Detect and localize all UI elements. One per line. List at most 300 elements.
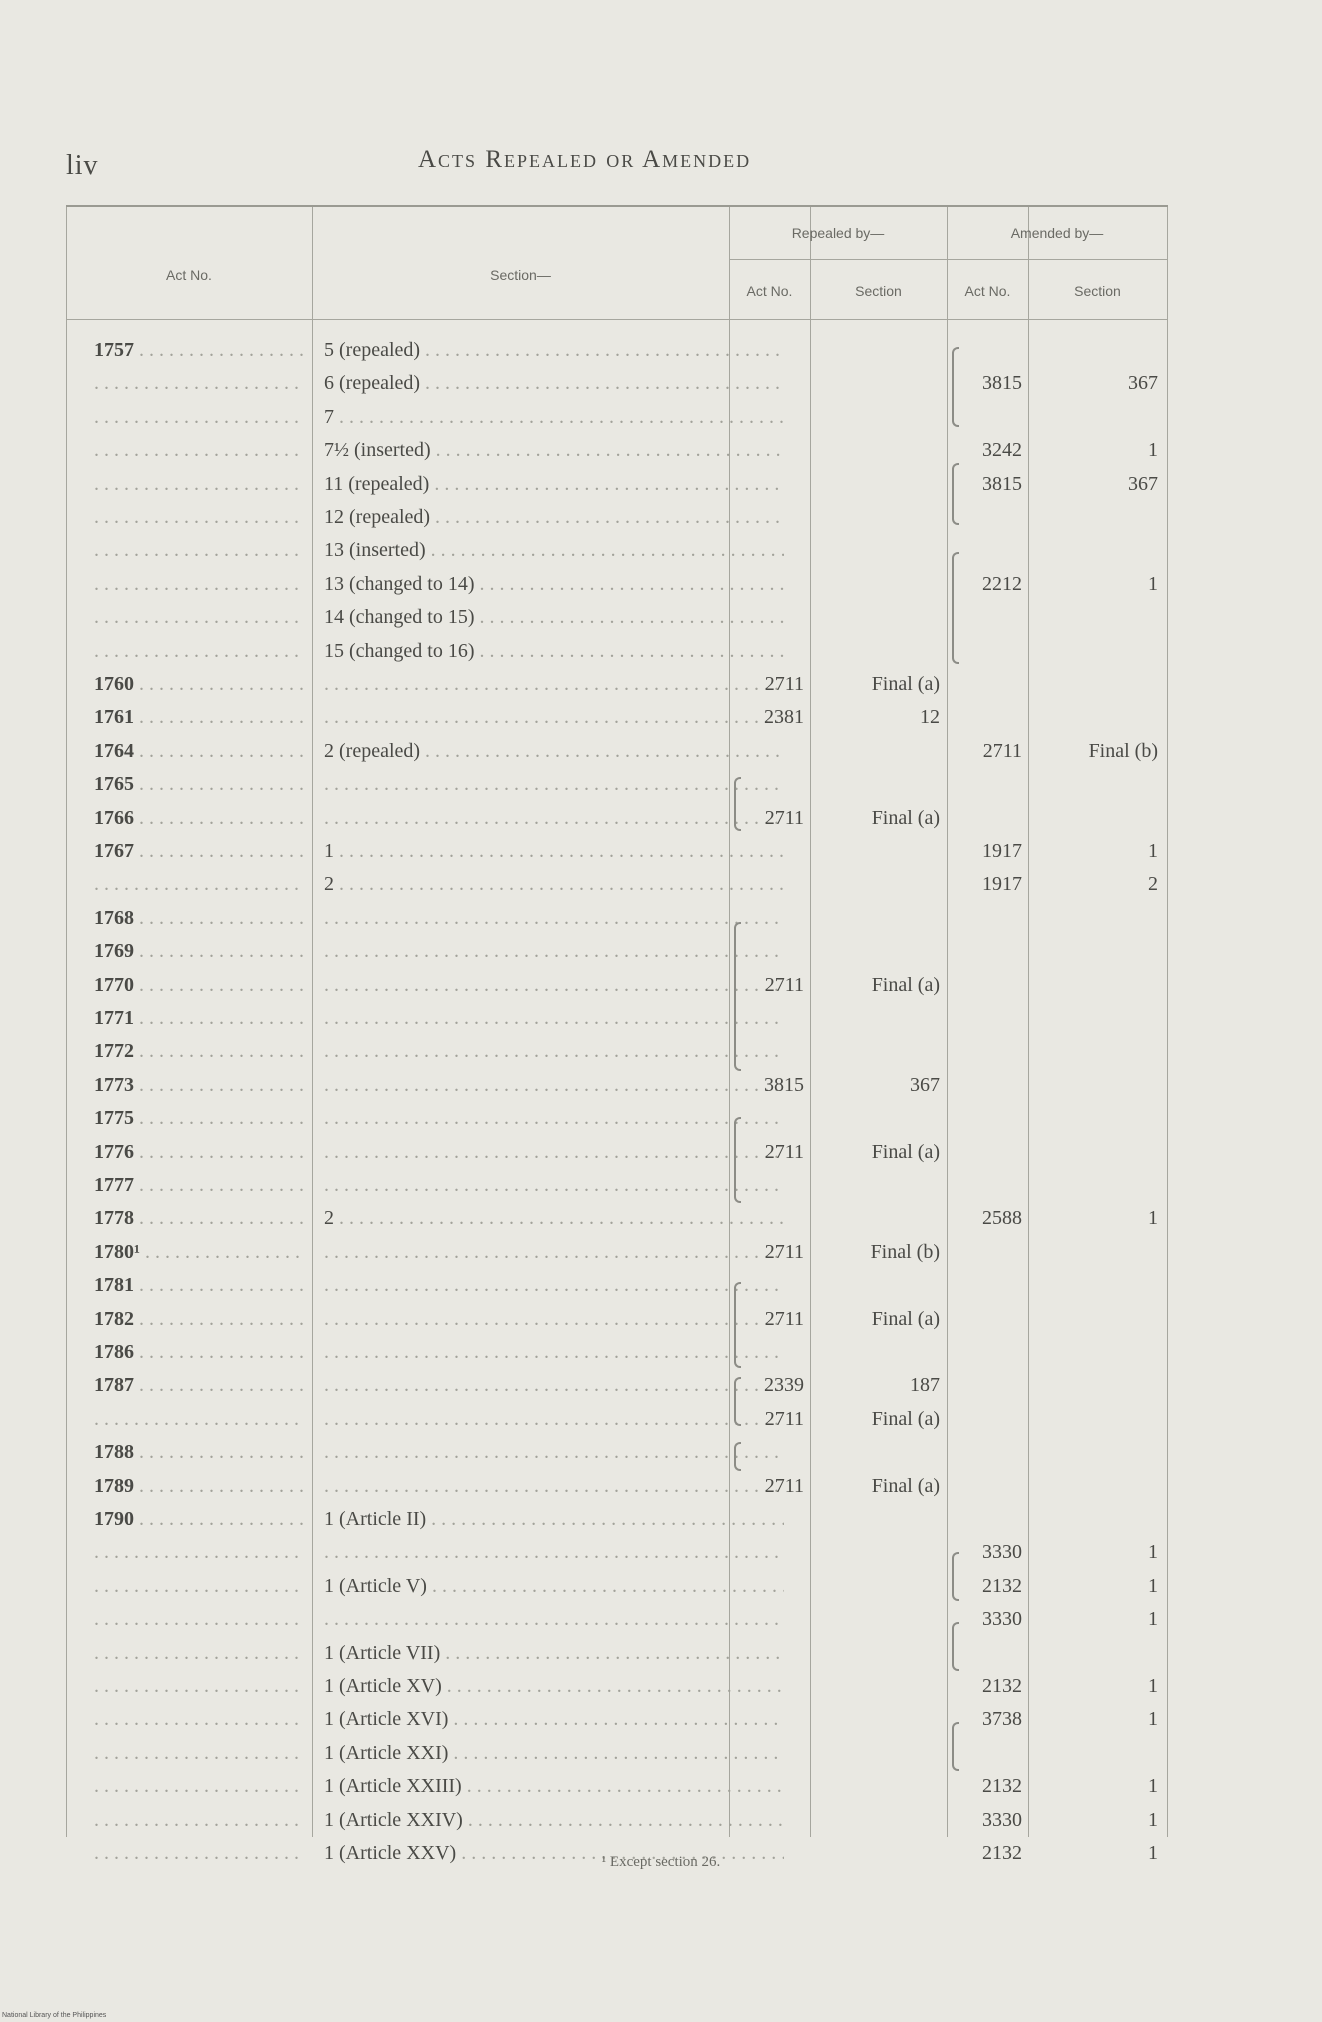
amended-section-cell — [1034, 1638, 1158, 1668]
amended-act-cell — [952, 936, 1022, 966]
table-row — [66, 1437, 1167, 1467]
table-row — [66, 1237, 1167, 1267]
section-cell: 7½ (inserted) . . . — [324, 435, 784, 465]
amended-section-cell: 1 — [1148, 572, 1158, 595]
amended-act-cell — [952, 335, 1022, 365]
act-number-cell: 1780¹ . . . — [94, 1237, 304, 1267]
amended-section-cell — [1034, 535, 1158, 565]
group-brace — [734, 922, 741, 1071]
table-row — [66, 1805, 1167, 1835]
table-row — [66, 970, 1167, 1000]
amended-act-cell — [952, 1370, 1022, 1400]
section-cell — [324, 803, 784, 833]
section-cell — [324, 903, 784, 933]
amended-act-cell: 2132 — [982, 1775, 1022, 1798]
repealed-act-cell — [734, 1805, 804, 1835]
repealed-act-cell — [734, 869, 804, 899]
repealed-act-cell: 2381 — [764, 706, 804, 729]
act-number-cell — [94, 1604, 304, 1634]
repealed-section-cell: Final (a) — [871, 1307, 940, 1330]
repealed-section-cell — [816, 1704, 940, 1734]
act-number-cell: 1788 . . . — [94, 1437, 304, 1467]
repealed-section-cell — [816, 1537, 940, 1567]
amended-act-cell — [952, 702, 1022, 732]
act-number-cell: 1761 . . . — [94, 702, 304, 732]
act-number-cell: 1764 . . . — [94, 736, 304, 766]
repealed-section-cell: Final (a) — [871, 806, 940, 829]
repealed-section-cell — [816, 502, 940, 532]
repealed-act-cell — [734, 1604, 804, 1634]
amended-section-cell: Final (b) — [1088, 739, 1158, 762]
act-number-cell — [94, 1404, 304, 1434]
table-row — [66, 368, 1167, 398]
section-cell — [324, 1471, 784, 1501]
repealed-act-cell — [734, 836, 804, 866]
section-cell: 1 (Article XXIV) . . . — [324, 1805, 784, 1835]
table-row — [66, 1003, 1167, 1033]
act-number-cell — [94, 869, 304, 899]
act-number-cell: 1790 . . . — [94, 1504, 304, 1534]
repealed-section-cell: 12 — [920, 706, 940, 729]
table-row — [66, 602, 1167, 632]
table-row — [66, 1270, 1167, 1300]
group-brace — [952, 1722, 959, 1771]
act-number-cell: 1768 . . . — [94, 903, 304, 933]
repealed-section-cell — [816, 368, 940, 398]
header-amended-act-no: Act No. — [964, 283, 1011, 299]
header-repealed-by: Repealed by— — [791, 225, 885, 241]
repealed-section-cell — [816, 402, 940, 432]
table-row — [66, 435, 1167, 465]
repealed-section-cell: 367 — [910, 1073, 940, 1096]
header-act-no: Act No. — [166, 267, 212, 283]
repealed-section-cell — [816, 569, 940, 599]
section-cell: 2 (repealed) . . . — [324, 736, 784, 766]
repealed-act-cell — [734, 1003, 804, 1033]
amended-section-cell: 2 — [1148, 873, 1158, 896]
act-number-cell: 1778 . . . — [94, 1203, 304, 1233]
footnote: ¹ Except section 26. — [601, 1854, 721, 1870]
header-repealed-section: Section — [855, 283, 902, 299]
amended-act-cell: 3815 — [982, 372, 1022, 395]
repealed-act-cell — [734, 1203, 804, 1233]
act-number-cell — [94, 502, 304, 532]
repealed-act-cell — [734, 1571, 804, 1601]
amended-act-cell: 3242 — [982, 439, 1022, 462]
header-amended-section: Section — [1074, 283, 1121, 299]
repealed-section-cell: Final (a) — [871, 673, 940, 695]
repealed-section-cell — [816, 636, 940, 666]
repealed-act-cell — [734, 402, 804, 432]
header-section: Section— — [490, 267, 551, 283]
repealed-act-cell — [734, 903, 804, 933]
repealed-section-cell — [816, 1738, 940, 1768]
section-cell: 1 (Article V) . . . — [324, 1571, 784, 1601]
repealed-act-cell — [734, 936, 804, 966]
table-row — [66, 535, 1167, 565]
act-number-cell — [94, 1571, 304, 1601]
section-cell: 1 (Article XXV) . . . — [324, 1838, 784, 1868]
act-number-cell — [94, 1738, 304, 1768]
repealed-act-cell — [734, 1437, 804, 1467]
table-row — [66, 769, 1167, 799]
repealed-act-cell — [734, 1704, 804, 1734]
amended-section-cell — [1034, 1036, 1158, 1066]
amended-section-cell — [1034, 803, 1158, 833]
repealed-section-cell — [816, 435, 940, 465]
repealed-section-cell — [816, 535, 940, 565]
amended-section-cell — [1034, 1304, 1158, 1334]
repealed-section-cell — [816, 936, 940, 966]
amended-section-cell — [1034, 1103, 1158, 1133]
repealed-section-cell — [816, 836, 940, 866]
section-cell: 11 (repealed) . . . — [324, 469, 784, 499]
repealed-act-cell — [734, 569, 804, 599]
repealed-act-cell: 3815 — [764, 1073, 804, 1096]
amended-section-cell: 1 — [1148, 840, 1158, 862]
repealed-act-cell — [734, 1738, 804, 1768]
amended-act-cell: 2132 — [982, 1574, 1022, 1597]
repealed-act-cell: 2711 — [764, 1307, 804, 1330]
repealed-section-cell — [816, 1337, 940, 1367]
repealed-act-cell — [734, 469, 804, 499]
amended-act-cell — [952, 1270, 1022, 1300]
section-cell: 15 (changed to 16) . . . — [324, 636, 784, 666]
table-row — [66, 502, 1167, 532]
amended-act-cell — [952, 1638, 1022, 1668]
act-number-cell — [94, 535, 304, 565]
act-number-cell — [94, 569, 304, 599]
repealed-act-cell — [734, 602, 804, 632]
table-row — [66, 1504, 1167, 1534]
repealed-section-cell — [816, 769, 940, 799]
amended-act-cell: 2711 — [982, 739, 1022, 762]
repealed-section-cell: Final (a) — [871, 1407, 940, 1430]
repealed-section-cell — [816, 1036, 940, 1066]
amended-act-cell — [952, 803, 1022, 833]
repealed-section-cell — [816, 469, 940, 499]
act-number-cell — [94, 402, 304, 432]
act-number-cell: 1782 . . . — [94, 1304, 304, 1334]
amended-act-cell — [952, 1437, 1022, 1467]
repealed-act-cell — [734, 1036, 804, 1066]
amended-section-cell — [1034, 702, 1158, 732]
section-cell: 2 . . . — [324, 1203, 784, 1233]
repealed-act-cell — [734, 1504, 804, 1534]
act-number-cell: 1769 . . . — [94, 936, 304, 966]
amended-section-cell — [1034, 636, 1158, 666]
repealed-section-cell — [816, 1170, 940, 1200]
amended-section-cell — [1034, 1337, 1158, 1367]
table-row — [66, 903, 1167, 933]
amended-section-cell: 1 — [1148, 1541, 1158, 1564]
group-brace — [734, 1282, 741, 1368]
table-row — [66, 1337, 1167, 1367]
amended-section-cell — [1034, 1003, 1158, 1033]
amended-section-cell — [1034, 335, 1158, 365]
section-cell: 2 . . . — [324, 869, 784, 899]
library-imprint: National Library of the Philippines — [2, 2012, 107, 2019]
group-brace — [734, 1117, 741, 1203]
repealed-act-cell — [734, 1537, 804, 1567]
group-brace — [952, 1622, 959, 1671]
amended-act-cell — [952, 669, 1022, 699]
repealed-act-cell: 2711 — [764, 1140, 804, 1163]
amended-section-cell — [1034, 970, 1158, 1000]
amended-act-cell — [952, 1137, 1022, 1167]
amended-act-cell — [952, 1237, 1022, 1267]
amended-section-cell: 367 — [1128, 372, 1158, 395]
repealed-act-cell — [734, 1638, 804, 1668]
repealed-act-cell — [734, 1771, 804, 1801]
repealed-act-cell — [734, 535, 804, 565]
repealed-section-cell: Final (a) — [871, 1474, 940, 1497]
repealed-act-cell: 2711 — [764, 1240, 804, 1263]
table-row — [66, 1738, 1167, 1768]
amended-act-cell — [952, 502, 1022, 532]
amended-section-cell — [1034, 769, 1158, 799]
amended-section-cell — [1034, 669, 1158, 699]
table-row — [66, 1304, 1167, 1334]
repealed-section-cell — [816, 1771, 940, 1801]
repealed-act-cell — [734, 636, 804, 666]
section-cell — [324, 702, 784, 732]
section-cell — [324, 1304, 784, 1334]
amended-act-cell — [952, 1738, 1022, 1768]
act-number-cell — [94, 1805, 304, 1835]
table-row — [66, 1471, 1167, 1501]
repealed-act-cell — [734, 1270, 804, 1300]
repealed-act-cell — [734, 1170, 804, 1200]
act-number-cell: 1781 . . . — [94, 1270, 304, 1300]
amended-section-cell — [1034, 402, 1158, 432]
repealed-section-cell — [816, 1671, 940, 1701]
act-number-cell — [94, 602, 304, 632]
repealed-act-cell: 2711 — [764, 1474, 804, 1497]
table-row — [66, 636, 1167, 666]
repealed-section-cell: Final (a) — [871, 973, 940, 996]
section-cell — [324, 1604, 784, 1634]
amended-section-cell — [1034, 1504, 1158, 1534]
repealed-section-cell — [816, 1203, 940, 1233]
amended-act-cell: 3330 — [982, 1541, 1022, 1564]
amended-act-cell — [952, 970, 1022, 1000]
act-number-cell — [94, 1638, 304, 1668]
section-cell: 1 (Article XVI) . . . — [324, 1704, 784, 1734]
act-number-cell — [94, 1704, 304, 1734]
section-cell — [324, 1170, 784, 1200]
repealed-section-cell — [816, 335, 940, 365]
page-title: Acts Repealed or Amended — [418, 146, 752, 173]
act-number-cell: 1787 . . . — [94, 1370, 304, 1400]
act-number-cell — [94, 636, 304, 666]
amended-section-cell: 1 — [1148, 1608, 1158, 1631]
section-cell — [324, 1270, 784, 1300]
table-row — [66, 1671, 1167, 1701]
table-row — [66, 1404, 1167, 1434]
table-row — [66, 1571, 1167, 1601]
section-cell: 1 (Article XXI) . . . — [324, 1738, 784, 1768]
act-number-cell: 1767 . . . — [94, 836, 304, 866]
amended-act-cell — [952, 1003, 1022, 1033]
amended-act-cell — [952, 1404, 1022, 1434]
repealed-section-cell — [816, 869, 940, 899]
act-number-cell — [94, 469, 304, 499]
section-cell — [324, 1137, 784, 1167]
amended-section-cell — [1034, 1170, 1158, 1200]
header-rule — [66, 319, 1167, 320]
act-number-cell — [94, 1771, 304, 1801]
amended-section-cell — [1034, 1270, 1158, 1300]
amended-act-cell: 2212 — [982, 572, 1022, 595]
repealed-section-cell — [816, 1805, 940, 1835]
table-row — [66, 1103, 1167, 1133]
act-number-cell: 1771 . . . — [94, 1003, 304, 1033]
repealed-section-cell — [816, 1103, 940, 1133]
amended-section-cell — [1034, 1738, 1158, 1768]
table-row — [66, 702, 1167, 732]
amended-section-cell — [1034, 1404, 1158, 1434]
section-cell — [324, 1036, 784, 1066]
act-number-cell: 1789 . . . — [94, 1471, 304, 1501]
amended-act-cell — [952, 1070, 1022, 1100]
amended-act-cell — [952, 1337, 1022, 1367]
table-row — [66, 335, 1167, 365]
amended-section-cell — [1034, 502, 1158, 532]
repealed-section-cell — [816, 736, 940, 766]
amended-act-cell: 2132 — [982, 1842, 1022, 1864]
act-number-cell: 1777 . . . — [94, 1170, 304, 1200]
repealed-section-cell: Final (b) — [870, 1240, 940, 1263]
section-cell: 14 (changed to 15) . . . — [324, 602, 784, 632]
amended-section-cell — [1034, 936, 1158, 966]
table-row — [66, 1036, 1167, 1066]
section-cell — [324, 1237, 784, 1267]
table-row — [66, 1370, 1167, 1400]
header-amended-by: Amended by— — [1010, 225, 1104, 241]
section-cell — [324, 970, 784, 1000]
amended-act-cell — [952, 1471, 1022, 1501]
repealed-act-cell: 2339 — [764, 1374, 804, 1397]
act-number-cell: 1775 . . . — [94, 1103, 304, 1133]
header-subdivider — [729, 259, 1167, 260]
amended-section-cell: 1 — [1148, 439, 1158, 462]
amended-section-cell: 1 — [1148, 1207, 1158, 1230]
amended-act-cell — [952, 402, 1022, 432]
table-row — [66, 1137, 1167, 1167]
amended-section-cell: 1 — [1148, 1775, 1158, 1798]
section-cell — [324, 1537, 784, 1567]
repealed-act-cell — [734, 1671, 804, 1701]
repealed-section-cell: Final (a) — [871, 1140, 940, 1163]
table-row — [66, 1537, 1167, 1567]
section-cell: 13 (inserted) . . . — [324, 535, 784, 565]
section-cell — [324, 1103, 784, 1133]
group-brace — [734, 1377, 741, 1426]
group-brace — [952, 552, 959, 664]
repealed-section-cell — [816, 1270, 940, 1300]
amended-section-cell — [1034, 1237, 1158, 1267]
amended-act-cell — [952, 1504, 1022, 1534]
repealed-act-cell — [734, 769, 804, 799]
amended-act-cell — [952, 1170, 1022, 1200]
table-row — [66, 569, 1167, 599]
amended-act-cell: 3330 — [982, 1608, 1022, 1631]
header-repealed-act-no: Act No. — [746, 283, 793, 299]
section-cell: 7 . . . — [324, 402, 784, 432]
repealed-act-cell — [734, 435, 804, 465]
repealed-section-cell — [816, 1003, 940, 1033]
section-cell — [324, 936, 784, 966]
repealed-act-cell: 2711 — [764, 973, 804, 996]
section-cell: 6 (repealed) . . . — [324, 368, 784, 398]
section-cell — [324, 1003, 784, 1033]
act-number-cell — [94, 1671, 304, 1701]
amended-section-cell: 1 — [1148, 1574, 1158, 1597]
repealed-act-cell: 2711 — [764, 1407, 804, 1430]
table-row — [66, 469, 1167, 499]
amended-act-cell: 3815 — [982, 472, 1022, 495]
amended-act-cell: 3330 — [982, 1808, 1022, 1831]
act-number-cell: 1772 . . . — [94, 1036, 304, 1066]
amended-act-cell — [952, 769, 1022, 799]
table-row — [66, 869, 1167, 899]
amended-act-cell — [952, 535, 1022, 565]
amended-section-cell — [1034, 1437, 1158, 1467]
section-cell: 1 (Article XV) . . . — [324, 1671, 784, 1701]
section-cell — [324, 769, 784, 799]
section-cell — [324, 669, 784, 699]
amended-section-cell: 1 — [1148, 1675, 1158, 1697]
table-border-right — [1167, 207, 1168, 1837]
amended-act-cell: 2132 — [982, 1675, 1022, 1697]
amended-section-cell — [1034, 1070, 1158, 1100]
group-brace — [952, 347, 959, 427]
section-cell: 1 (Article II) . . . — [324, 1504, 784, 1534]
amended-act-cell — [952, 1103, 1022, 1133]
section-cell: 12 (repealed) . . . — [324, 502, 784, 532]
amended-section-cell — [1034, 1137, 1158, 1167]
table-row — [66, 402, 1167, 432]
table-row — [66, 1070, 1167, 1100]
repealed-section-cell — [816, 1437, 940, 1467]
amended-section-cell: 1 — [1148, 1842, 1158, 1864]
section-cell: 1 (Article XXIII) . . . — [324, 1771, 784, 1801]
amended-section-cell: 1 — [1148, 1808, 1158, 1831]
group-brace — [952, 1552, 959, 1601]
table-row — [66, 1638, 1167, 1668]
amended-act-cell — [952, 636, 1022, 666]
group-brace — [952, 463, 959, 525]
amended-section-cell: 367 — [1128, 472, 1158, 495]
act-number-cell — [94, 435, 304, 465]
page-number: liv — [66, 150, 99, 181]
group-brace — [734, 1442, 741, 1471]
act-number-cell: 1773 . . . — [94, 1070, 304, 1100]
amended-act-cell — [952, 602, 1022, 632]
act-number-cell: 1770 . . . — [94, 970, 304, 1000]
repealed-act-cell — [734, 368, 804, 398]
repealed-act-cell — [734, 1337, 804, 1367]
table-row — [66, 669, 1167, 699]
table-row — [66, 836, 1167, 866]
table-row — [66, 1203, 1167, 1233]
repealed-act-cell: 2711 — [764, 806, 804, 829]
amended-act-cell — [952, 1036, 1022, 1066]
repealed-section-cell — [816, 903, 940, 933]
repealed-act-cell — [734, 335, 804, 365]
section-cell — [324, 1404, 784, 1434]
